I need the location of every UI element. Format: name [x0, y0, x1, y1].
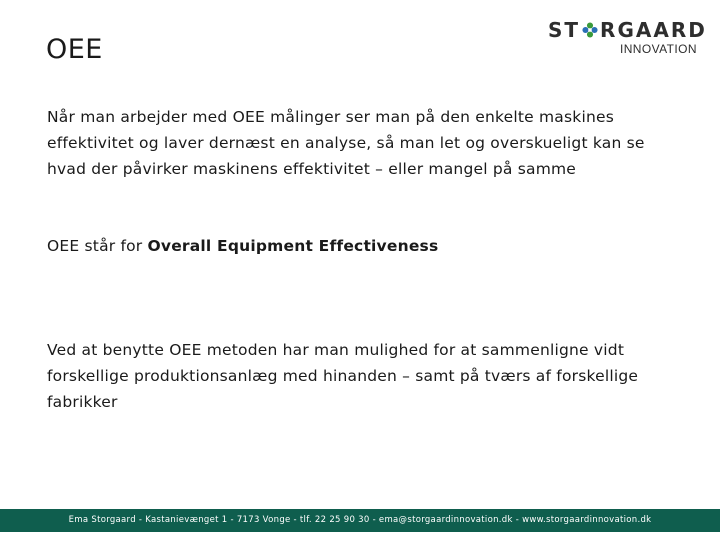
logo-subtitle: INNOVATION — [620, 42, 697, 56]
definition-term: Overall Equipment Effectiveness — [147, 237, 439, 255]
logo-word-part2: RGAARD — [600, 18, 707, 42]
logo-word-part1: ST — [548, 18, 581, 42]
definition-prefix: OEE står for — [47, 237, 148, 255]
flower-logo-icon — [581, 21, 599, 39]
slide-title: OEE — [46, 34, 103, 65]
logo-wordmark — [548, 18, 707, 42]
footer-contact-text: Ema Storgaard - Kastanievænget 1 - 7173 Vonge - tlf. 22 25 90 30 - ema@storgaardinnovation.dk - www.storgaardinnovation.dk — [68, 515, 652, 525]
paragraph-oee-definition — [47, 233, 687, 259]
footer-bar — [0, 509, 720, 532]
paragraph-oee-comparison: Ved at benytte OEE metoden har man mulighed for at sammenligne vidt forskellige produktionsanlæg med hinanden – samt på tværs af forskellige fabrikker — [47, 341, 639, 411]
company-logo — [548, 18, 708, 58]
paragraph-oee-measurement: Når man arbejder med OEE målinger ser man på den enkelte maskines effektivitet og laver dernæst en analyse, så man let og overskueligt kan se hvad der påvirker maskinens effektivitet – eller mangel på samme — [47, 108, 645, 178]
